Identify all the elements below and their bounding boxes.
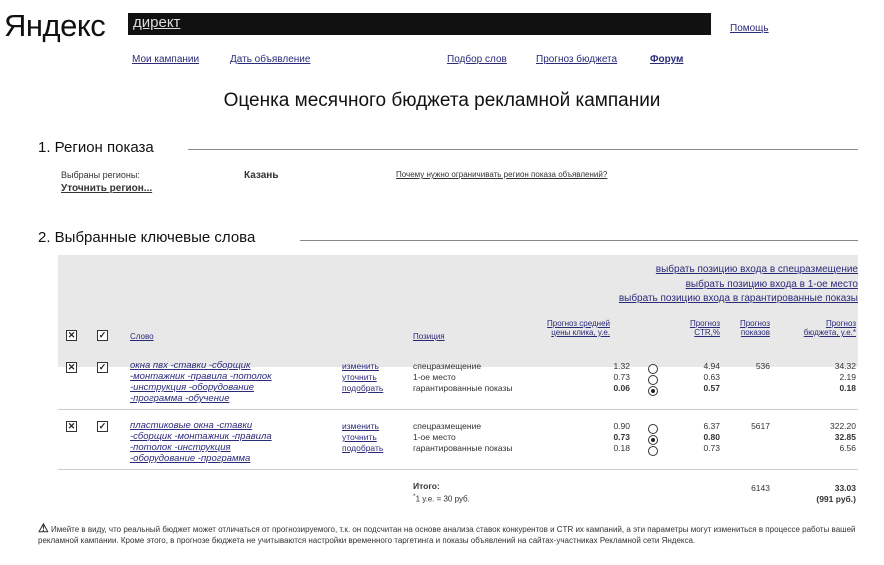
position-radio-selected[interactable] [648,386,658,396]
keywords-section-title: 2. Выбранные ключевые слова [38,229,256,246]
budget-value: 2.19 [839,372,856,382]
select-all-checkbox[interactable]: ✓ [98,330,107,340]
keyword-line: -монтажник -правила -потолок [130,371,272,382]
nav-forum[interactable]: Форум [650,54,684,65]
position-radio[interactable] [648,375,658,385]
position-radio[interactable] [648,364,658,374]
keyword-phrase[interactable] [130,360,320,404]
select-guaranteed-link[interactable]: выбрать позицию входа в гарантированные показы [618,293,858,304]
nav-budget-forecast[interactable]: Прогноз бюджета [536,54,618,65]
shows-value: 5617 [751,421,770,431]
regions-value: Казань [244,170,279,181]
keyword-line: -инструкция -оборудование [130,382,255,393]
delete-all-checkbox[interactable]: ✕ [67,330,76,340]
search-value[interactable]: директ [133,14,181,31]
price-value: 0.73 [613,432,630,442]
col-budget[interactable] [780,319,856,337]
keyword-line: -сборщик -монтажник -правила [130,431,272,442]
nav-my-campaigns[interactable]: Мои кампании [132,54,200,65]
budget-value: 32.85 [834,432,856,442]
edit-keyword-link[interactable]: изменить [342,361,379,371]
col-ctr-line2: CTR,% [694,328,720,337]
position-label: 1-ое место [413,372,456,382]
keyword-line: окна пвх -ставки -сборщик [130,360,251,371]
help-link[interactable]: Помощь [730,23,769,34]
delete-keyword-checkbox[interactable]: ✕ [67,421,76,431]
select-keyword-checkbox[interactable]: ✓ [98,362,107,372]
budget-value: 34.32 [834,361,856,371]
yandex-logo[interactable]: Яндекс [4,8,106,43]
search-bar[interactable] [128,13,711,35]
position-label: гарантированные показы [413,443,513,453]
refine-keyword-link[interactable]: уточнить [342,372,377,382]
col-budget-line1: Прогноз [825,319,856,328]
keyword-line: -потолок -инструкция [130,442,231,453]
warning-icon: ⚠ [38,521,49,535]
position-radio[interactable] [648,424,658,434]
total-label: Итого: [413,481,440,491]
exchange-rate: *1 у.е. = 30 руб. [413,493,470,504]
keywords-divider [300,240,858,241]
budget-value: 0.18 [839,383,856,393]
region-section-title: 1. Регион показа [38,139,154,156]
col-budget-line2: бюджета, у.е.* [803,328,856,337]
col-price-line2: цены клика, у.е. [551,328,610,337]
page-title: Оценка месячного бюджета рекламной кампании [223,90,661,111]
price-value: 1.32 [613,361,630,371]
exchange-rate-text: 1 у.е. = 30 руб. [415,494,470,504]
pick-keyword-link[interactable]: подобрать [342,383,384,393]
region-divider [188,149,858,150]
budget-disclaimer [38,523,858,546]
refine-keyword-link[interactable]: уточнить [342,432,377,442]
col-ctr[interactable] [670,319,720,337]
price-value: 0.90 [613,421,630,431]
ctr-value: 0.80 [703,432,720,442]
total-shows: 6143 [751,483,770,493]
nav-word-selection[interactable]: Подбор слов [447,54,507,65]
total-budget: 33.03 [834,483,856,493]
keyword-line: -программа -обучение [130,393,230,404]
col-position[interactable]: Позиция [413,332,445,341]
position-label: 1-ое место [413,432,456,442]
ctr-value: 0.73 [703,443,720,453]
budget-value: 6.56 [839,443,856,453]
refine-region-link[interactable]: Уточнить регион... [61,183,153,194]
position-label: спецразмещение [413,421,482,431]
keyword-phrase[interactable] [130,420,320,464]
col-shows-line2: показов [740,328,770,337]
delete-keyword-checkbox[interactable]: ✕ [67,362,76,372]
col-shows-line1: Прогноз [739,319,770,328]
keyword-line: -оборудование -программа [130,453,251,464]
ctr-value: 4.94 [703,361,720,371]
row-divider [58,409,858,410]
price-value: 0.73 [613,372,630,382]
position-radio-selected[interactable] [648,435,658,445]
price-value: 0.18 [613,443,630,453]
row-divider [58,469,858,470]
select-keyword-checkbox[interactable]: ✓ [98,421,107,431]
edit-keyword-link[interactable]: изменить [342,421,379,431]
nav-new-ad[interactable]: Дать объявление [230,54,311,65]
budget-value: 322.20 [830,421,856,431]
col-ctr-line1: Прогноз [689,319,720,328]
position-radio[interactable] [648,446,658,456]
disclaimer-text: Имейте в виду, что реальный бюджет может отличаться от прогнозируемого, т.к. он подсчитан на основе анализа ставок конкурентов и CTR их кампаний, а эти параметры могут измениться в процессе работы вашей рекламной кампании. Кроме этого, в прогнозе бюджета не учитываются настройки временного таргетинга и показы объявлений на сайтах-участниках Рекламной сети Яндекса. [38,525,856,545]
position-label: гарантированные показы [413,383,513,393]
shows-value: 536 [755,361,770,371]
keyword-line: пластиковые окна -ставки [130,420,253,431]
total-budget-rub: (991 руб.) [816,494,856,504]
col-word[interactable]: Слово [130,332,154,341]
col-shows[interactable] [725,319,770,337]
select-special-placement-link[interactable]: выбрать позицию входа в спецразмещение [655,264,858,275]
ctr-value: 6.37 [703,421,720,431]
pick-keyword-link[interactable]: подобрать [342,443,384,453]
regions-label: Выбраны регионы: [61,170,140,180]
why-limit-region-link[interactable]: Почему нужно ограничивать регион показа объявлений? [396,170,608,179]
position-label: спецразмещение [413,361,482,371]
select-first-place-link[interactable]: выбрать позицию входа в 1-ое место [685,279,858,290]
col-price[interactable] [530,319,610,337]
ctr-value: 0.63 [703,372,720,382]
ctr-value: 0.57 [703,383,720,393]
col-price-line1: Прогноз средней [547,319,610,328]
price-value: 0.06 [613,383,630,393]
